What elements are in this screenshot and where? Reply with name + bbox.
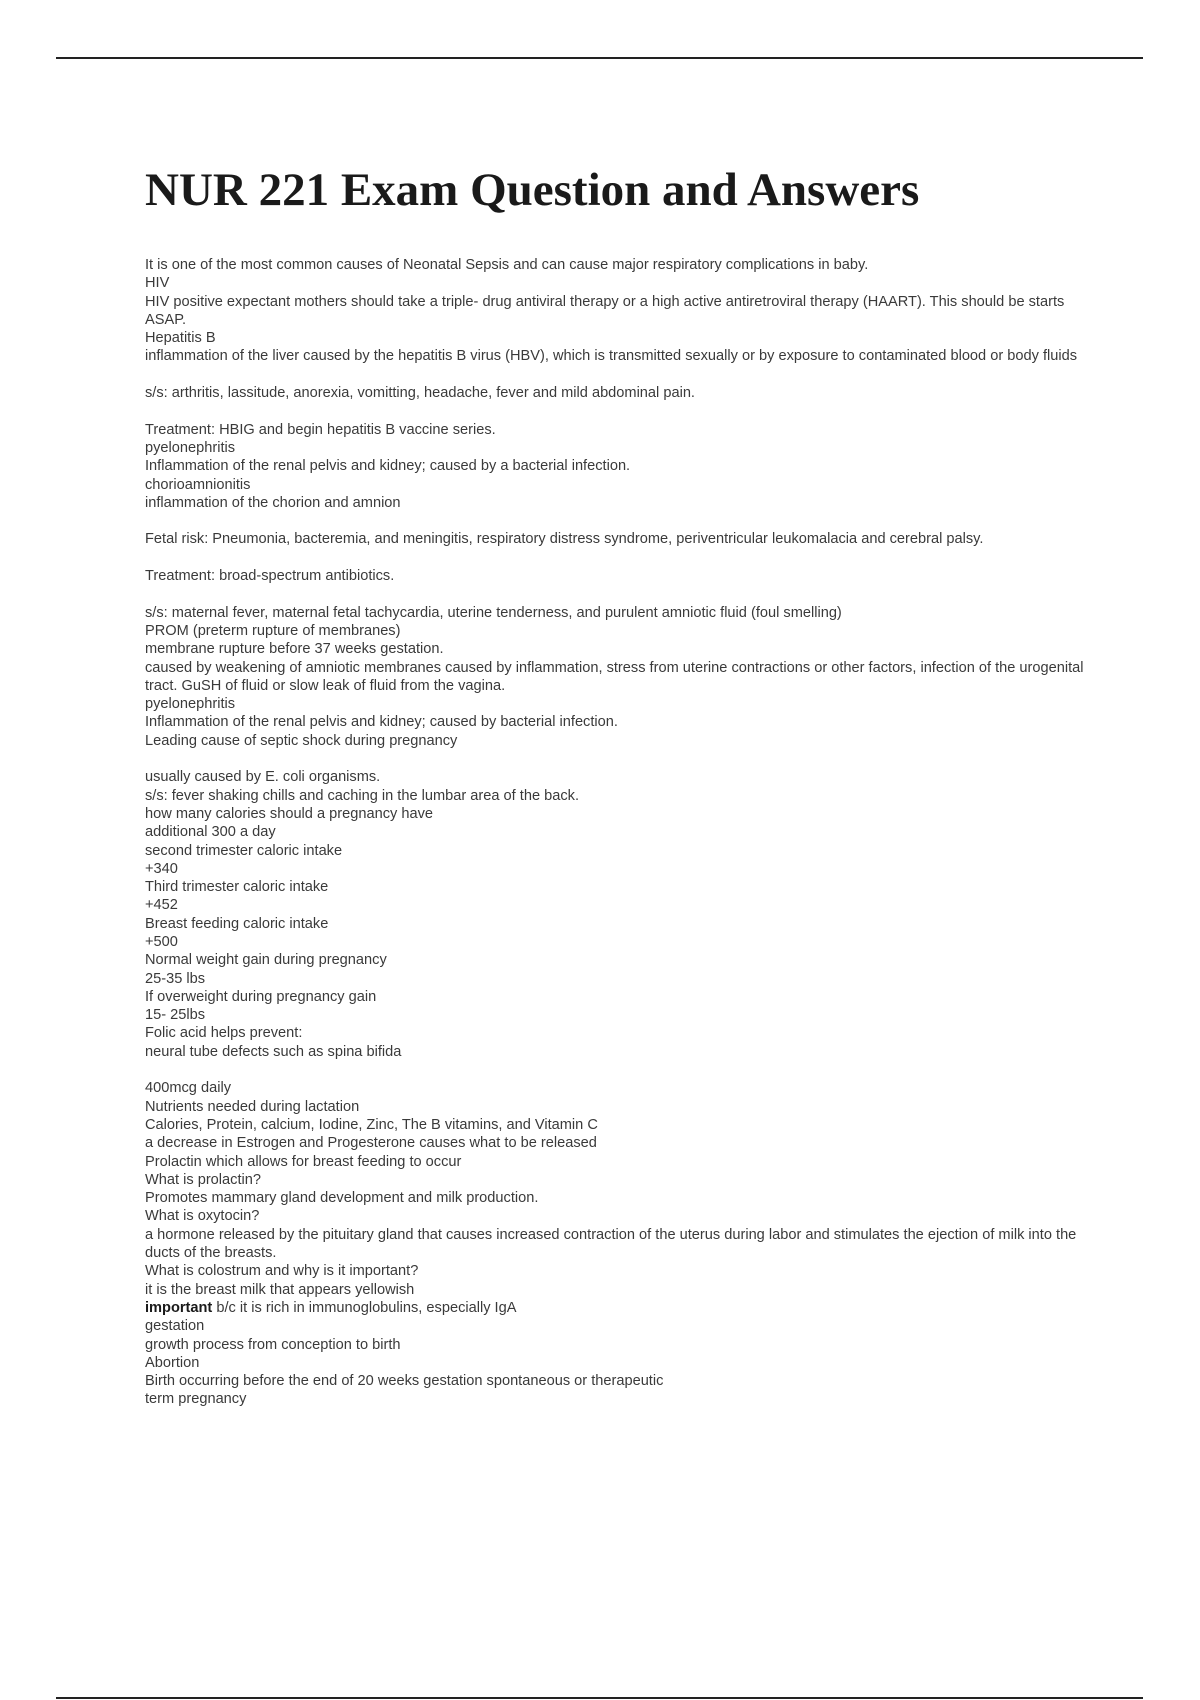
paragraph-gap <box>145 1061 1090 1079</box>
paragraph-gap <box>145 402 1090 420</box>
text-line: term pregnancy <box>145 1391 247 1408</box>
text-line <box>145 1299 1090 1317</box>
text-line: how many calories should a pregnancy have <box>145 805 433 822</box>
text-line: HIV positive expectant mothers should take a triple- drug antiviral therapy or a high active antiretroviral therapy (HAART). This should be starts ASAP. <box>145 293 1065 328</box>
text-line: What is prolactin? <box>145 1171 261 1188</box>
text-line: a decrease in Estrogen and Progesterone causes what to be released <box>145 1135 597 1152</box>
page-title: NUR 221 Exam Question and Answers <box>145 164 920 216</box>
paragraph-gap <box>145 549 1090 567</box>
text-line: pyelonephritis <box>145 696 236 713</box>
text-line: +452 <box>145 897 178 914</box>
text-line: s/s: fever shaking chills and caching in the lumbar area of the back. <box>145 787 579 804</box>
text-line: It is one of the most common causes of Neonatal Sepsis and can cause major respiratory complications in baby. <box>145 257 869 273</box>
text-line: 400mcg daily <box>145 1080 231 1097</box>
text-line: a hormone released by the pituitary gland that causes increased contraction of the uterus during labor and stimulates the ejection of milk into the ducts of the breasts. <box>145 1226 1077 1262</box>
text-line: inflammation of the liver caused by the hepatitis B virus (HBV), which is transmitted sexually or by exposure to contaminated blood or body fluids <box>145 348 1078 365</box>
text-line: Breast feeding caloric intake <box>145 915 329 932</box>
text-line: Folic acid helps prevent: <box>145 1025 303 1042</box>
text-line: If overweight during pregnancy gain <box>145 988 377 1005</box>
document-body <box>145 256 1090 1409</box>
text-line: Birth occurring before the end of 20 weeks gestation spontaneous or therapeutic <box>145 1373 664 1390</box>
text-line: HIV <box>145 275 170 292</box>
text-line: additional 300 a day <box>145 824 276 841</box>
text-line: What is oxytocin? <box>145 1208 260 1225</box>
paragraph-gap <box>145 366 1090 384</box>
text-line: Nutrients needed during lactation <box>145 1098 360 1115</box>
text-line: Inflammation of the renal pelvis and kidney; caused by bacterial infection. <box>145 714 618 731</box>
text-line: Abortion <box>145 1354 200 1371</box>
text-line: 15- 25lbs <box>145 1007 206 1024</box>
text-line: chorioamnionitis <box>145 476 251 493</box>
text-line: What is colostrum and why is it important? <box>145 1263 419 1280</box>
text-line: Third trimester caloric intake <box>145 879 329 896</box>
line-text: b/c it is rich in immunoglobulins, especially IgA <box>212 1299 517 1316</box>
text-line: 25-35 lbs <box>145 970 206 987</box>
header-rule <box>56 57 1143 59</box>
text-line: gestation <box>145 1318 205 1335</box>
text-line: usually caused by E. coli organisms. <box>145 769 381 786</box>
text-line: +500 <box>145 933 178 950</box>
text-line: Hepatitis B <box>145 330 216 347</box>
text-line: Treatment: HBIG and begin hepatitis B vaccine series. <box>145 421 496 438</box>
text-line: Promotes mammary gland development and milk production. <box>145 1190 539 1207</box>
footer-rule <box>56 1697 1143 1699</box>
text-line: s/s: arthritis, lassitude, anorexia, vomitting, headache, fever and mild abdominal pain. <box>145 385 695 402</box>
paragraph-gap <box>145 750 1090 768</box>
text-line: caused by weakening of amniotic membranes caused by inflammation, stress from uterine contractions or other factors, infection of the urogenital tract. GuSH of fluid or slow leak of fluid from the vagina. <box>145 659 1084 694</box>
text-line: inflammation of the chorion and amnion <box>145 494 401 511</box>
text-line: s/s: maternal fever, maternal fetal tachycardia, uterine tenderness, and purulent amniotic fluid (foul smelling) <box>145 604 842 621</box>
text-line: second trimester caloric intake <box>145 842 343 859</box>
bold-term: important <box>145 1299 213 1316</box>
text-line: growth process from conception to birth <box>145 1336 401 1353</box>
text-line: neural tube defects such as spina bifida <box>145 1043 402 1060</box>
text-line: Prolactin which allows for breast feeding to occur <box>145 1153 462 1170</box>
text-line: +340 <box>145 860 178 877</box>
text-line: PROM (preterm rupture of membranes) <box>145 622 401 639</box>
text-line: Inflammation of the renal pelvis and kidney; caused by a bacterial infection. <box>145 458 631 475</box>
paragraph-gap <box>145 585 1090 603</box>
text-line: membrane rupture before 37 weeks gestation. <box>145 641 444 658</box>
text-line: Treatment: broad-spectrum antibiotics. <box>145 568 395 585</box>
text-line: Fetal risk: Pneumonia, bacteremia, and meningitis, respiratory distress syndrome, periventricular leukomalacia and cerebral palsy. <box>145 531 984 548</box>
text-line: Leading cause of septic shock during pregnancy <box>145 732 458 749</box>
paragraph-gap <box>145 512 1090 530</box>
text-line: Normal weight gain during pregnancy <box>145 952 387 969</box>
text-line: pyelonephritis <box>145 439 236 456</box>
text-line: it is the breast milk that appears yellowish <box>145 1281 415 1298</box>
text-line: Calories, Protein, calcium, Iodine, Zinc, The B vitamins, and Vitamin C <box>145 1116 598 1133</box>
